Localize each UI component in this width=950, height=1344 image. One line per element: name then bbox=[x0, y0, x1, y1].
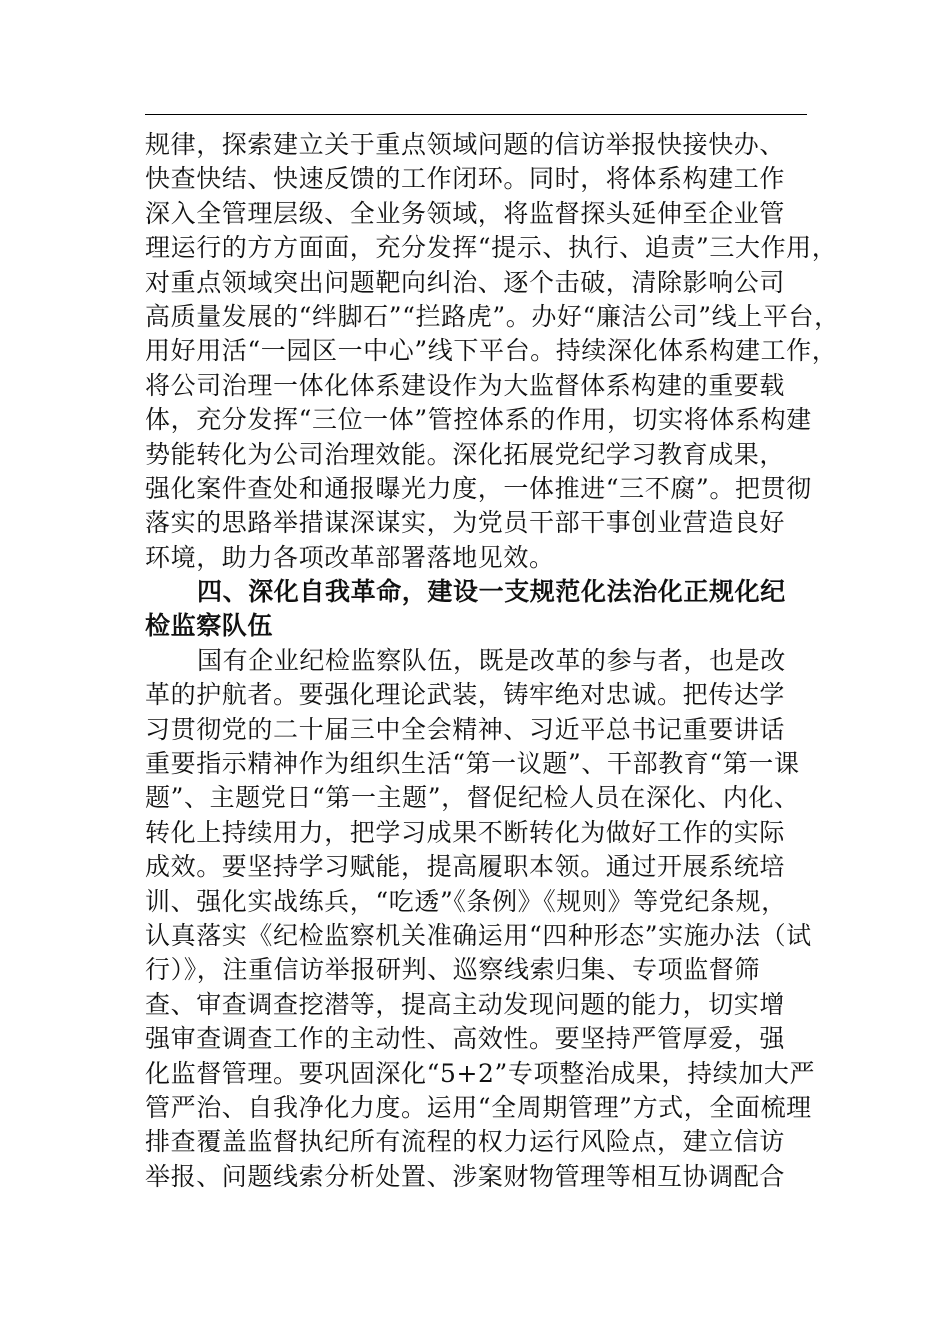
text-line: 训、强化实战练兵，“吃透”《条例》《规则》等党纪条规， bbox=[145, 886, 787, 916]
text-line: 高质量发展的“绊脚石”“拦路虎”。办好“廉洁公司”线上平台， bbox=[145, 301, 840, 331]
text-line: 管严治、自我净化力度。运用“全周期管理”方式，全面梳理 bbox=[145, 1092, 812, 1122]
text-line: 用好用活“一园区一中心”线下平台。持续深化体系构建工作， bbox=[145, 336, 838, 366]
text-line: 成效。要坚持学习赋能，提高履职本领。通过开展系统培 bbox=[145, 852, 786, 882]
text-line: 化监督管理。要巩固深化“5+2”专项整治成果，持续加大严 bbox=[145, 1058, 816, 1088]
text-line: 理运行的方方面面，充分发挥“提示、执行、追责”三大作用， bbox=[145, 233, 838, 263]
text-line: 强审查调查工作的主动性、高效性。要坚持严管厚爱，强 bbox=[145, 1024, 786, 1054]
text-line: 强化案件查处和通报曝光力度，一体推进“三不腐”。把贯彻 bbox=[145, 473, 812, 503]
text-line: 重要指示精神作为组织生活“第一议题”、干部教育“第一课 bbox=[145, 749, 800, 779]
text-line: 体，充分发挥“三位一体”管控体系的作用，切实将体系构建 bbox=[145, 405, 812, 435]
text-line: 习贯彻党的二十届三中全会精神、习近平总书记重要讲话 bbox=[145, 714, 786, 744]
text-line: 环境，助力各项改革部署落地见效。 bbox=[145, 542, 555, 572]
text-line: 排查覆盖监督执纪所有流程的权力运行风险点，建立信访 bbox=[145, 1127, 786, 1157]
text-line: 对重点领域突出问题靶向纠治、逐个击破，清除影响公司 bbox=[145, 267, 786, 297]
text-line: 落实的思路举措谋深谋实，为党员干部干事创业营造良好 bbox=[145, 508, 786, 538]
text-line: 认真落实《纪检监察机关准确运用“四种形态”实施办法（试 bbox=[145, 920, 812, 950]
text-line: 查、审查调查挖潜等，提高主动发现问题的能力，切实增 bbox=[145, 989, 786, 1019]
section-heading-continued: 检监察队伍 bbox=[145, 611, 274, 641]
text-line: 题”、主题党日“第一主题”，督促纪检人员在深化、内化、 bbox=[145, 783, 800, 813]
text-line: 行）》，注重信访举报研判、巡察线索归集、专项监督筛 bbox=[145, 955, 761, 985]
body-text bbox=[145, 128, 840, 1194]
text-line: 举报、问题线索分析处置、涉案财物管理等相互协调配合 bbox=[145, 1161, 786, 1191]
text-line: 革的护航者。要强化理论武装，铸牢绝对忠诚。把传达学 bbox=[145, 680, 786, 710]
text-line: 深入全管理层级、全业务领域，将监督探头延伸至企业管 bbox=[145, 198, 786, 228]
header-rule bbox=[145, 114, 807, 115]
text-line: 势能转化为公司治理效能。深化拓展党纪学习教育成果， bbox=[145, 439, 786, 469]
paragraph-first-line: 国有企业纪检监察队伍，既是改革的参与者，也是改 bbox=[197, 645, 786, 675]
text-line: 快查快结、快速反馈的工作闭环。同时，将体系构建工作 bbox=[145, 164, 786, 194]
text-line: 转化上持续用力，把学习成果不断转化为做好工作的实际 bbox=[145, 817, 786, 847]
text-line: 规律，探索建立关于重点领域问题的信访举报快接快办、 bbox=[145, 130, 786, 159]
text-line: 将公司治理一体化体系建设作为大监督体系构建的重要载 bbox=[145, 370, 786, 400]
section-heading: 四、深化自我革命，建设一支规范化法治化正规化纪 bbox=[197, 577, 786, 607]
